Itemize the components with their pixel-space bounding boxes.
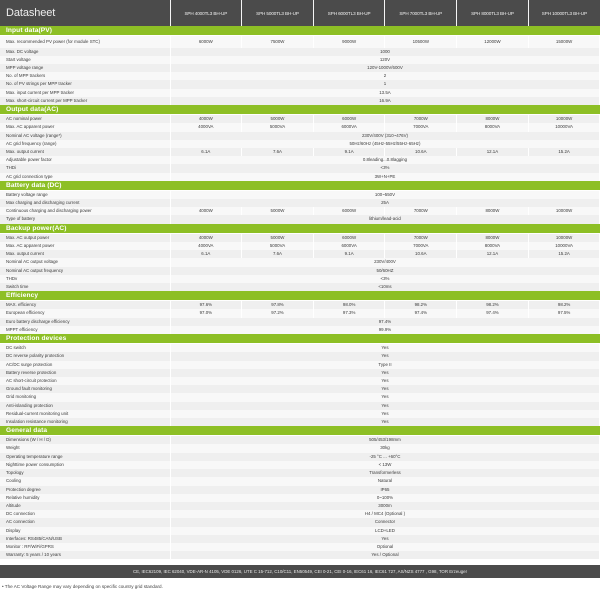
spec-row [0,283,600,291]
spec-value-shared: Natural [170,477,600,485]
spec-label: Nighttime power consumption [0,461,170,469]
spec-label: Battery voltage range [0,190,170,199]
spec-value-shared: 13.5A [170,89,600,97]
spec-value-shared: <3% [170,275,600,283]
spec-value: 6000VA [313,123,385,131]
spec-label: AC grid frequency (range) [0,140,170,148]
spec-row [0,164,600,172]
spec-label: DC connection [0,510,170,518]
section-header [0,334,600,344]
spec-value: 9000W [313,36,385,48]
model-header: SPH 4000TL3 BH-UP [170,0,242,26]
spec-row [0,275,600,283]
spec-label: Max. short-circuit current per MPP tracker [0,97,170,105]
spec-value: 97.5% [528,309,600,317]
spec-value: 7500W [242,36,314,48]
spec-label: AC short-circuit protection [0,377,170,385]
spec-row [0,89,600,97]
spec-row [0,527,600,535]
spec-label: Max. input current per MPP tracker [0,89,170,97]
spec-row [0,267,600,275]
model-header: SPH 6000TL3 BH-UP [313,0,385,26]
spec-value-shared: 3000m [170,502,600,510]
spec-label: No. of PV strings per MPP tracker [0,80,170,88]
spec-row [0,199,600,207]
spec-label: AC connection [0,518,170,526]
section-title: Battery data (DC) [0,181,600,191]
spec-value: 8000W [457,115,529,124]
spec-value-shared: 3W+N+PE [170,173,600,181]
spec-value-shared: 97.4% [170,318,600,326]
spec-row [0,535,600,543]
spec-value-shared: 230V/400V [170,258,600,266]
spec-row [0,156,600,164]
spec-value: 10000W [528,207,600,215]
spec-row [0,486,600,494]
spec-label: Warranty: 5 years / 10 years [0,551,170,559]
spec-label: Weight [0,444,170,452]
datasheet-title: Datasheet [0,0,170,26]
spec-value: 5000W [242,207,314,215]
spec-value: 7000VA [385,242,457,250]
spec-value: 97.4% [457,309,529,317]
spec-value: 97.2% [242,309,314,317]
spec-label: Start voltage [0,56,170,64]
spec-label: Cooling [0,477,170,485]
spec-value-shared: Yes [170,352,600,360]
model-header: SPH 8000TL3 BH-UP [457,0,529,26]
spec-row [0,56,600,64]
spec-row [0,352,600,360]
spec-row [0,402,600,410]
spec-label: THDi [0,164,170,172]
section-header [0,291,600,301]
section-title: Efficiency [0,291,600,301]
spec-label: Altitude [0,502,170,510]
spec-value: 98.0% [313,301,385,310]
spec-value-shared: 120V-1000V/600V [170,64,600,72]
spec-row [0,242,600,250]
spec-value-shared: -25 °C ... +60°C [170,453,600,461]
spec-value: 5000W [242,115,314,124]
spec-value: 6000W [313,115,385,124]
spec-label: Euro battery discharge efficiency [0,318,170,326]
spec-row [0,301,600,310]
spec-value-shared: IP65 [170,486,600,494]
spec-row [0,344,600,353]
spec-value-shared: Connector [170,518,600,526]
spec-value: 12000W [457,36,529,48]
spec-value-shared: Yes [170,535,600,543]
spec-label: Battery reverse protection [0,369,170,377]
spec-label: Dimensions (W / H / D) [0,436,170,445]
spec-label: European efficiency [0,309,170,317]
spec-row [0,502,600,510]
spec-value: 6000W [313,207,385,215]
spec-row [0,215,600,223]
spec-value: 10.6A [385,250,457,258]
spec-row [0,418,600,426]
datasheet-body [0,26,600,559]
spec-value-shared: Transformerless [170,469,600,477]
spec-row [0,436,600,445]
spec-row [0,494,600,502]
spec-value: 97.0% [170,309,242,317]
spec-row [0,140,600,148]
spec-label: AC nominal power [0,115,170,124]
spec-value-shared: 1 [170,80,600,88]
spec-value: 6000VA [313,242,385,250]
spec-value: 4000VA [170,123,242,131]
spec-row [0,97,600,105]
spec-value-shared: Yes [170,369,600,377]
spec-value-shared: Type II [170,361,600,369]
spec-value: 4000W [170,207,242,215]
spec-label: Max. recommended PV power (for module STC) [0,36,170,48]
spec-label: Max. output current [0,148,170,156]
spec-row [0,173,600,181]
spec-value-shared: Yes [170,402,600,410]
spec-label: DC switch [0,344,170,353]
spec-value-shared: 505/453/198mm [170,436,600,445]
spec-value: 5000VA [242,123,314,131]
model-header: SPH 5000TL3 BH-UP [242,0,314,26]
spec-value-shared: 2 [170,72,600,80]
spec-value-shared: 1000 [170,48,600,56]
spec-row [0,250,600,258]
spec-row [0,115,600,124]
section-title: Protection devices [0,334,600,344]
section-header [0,181,600,191]
spec-row [0,551,600,559]
spec-value-shared: Optional [170,543,600,551]
spec-row [0,64,600,72]
spec-label: Max charging and discharging current [0,199,170,207]
spec-label: Protection degree [0,486,170,494]
spec-value: 10500W [385,36,457,48]
spec-value: 15000W [528,36,600,48]
spec-value: 7.6A [242,148,314,156]
spec-value: 9.1A [313,250,385,258]
spec-row [0,369,600,377]
spec-value-shared: Yes [170,393,600,401]
spec-row [0,258,600,266]
spec-label: Topology [0,469,170,477]
spec-label: AC/DC surge protection [0,361,170,369]
spec-row [0,453,600,461]
spec-value-shared: 16.9A [170,97,600,105]
spec-value-shared: Yes [170,410,600,418]
spec-value: 7000VA [385,123,457,131]
footnote: • The AC Voltage Range may vary depending on specific country grid standard. [2,584,163,589]
header-row [0,0,600,26]
model-header: SPH 10000TL3 BH-UP [528,0,600,26]
spec-value: 12.1A [457,148,529,156]
spec-value: 97.3% [313,309,385,317]
spec-row [0,444,600,452]
spec-row [0,543,600,551]
spec-label: Nominal AC output frequency [0,267,170,275]
spec-row [0,190,600,199]
spec-value: 6.1A [170,148,242,156]
spec-label: Max. AC apparent power [0,242,170,250]
spec-value-shared: 50/60HZ [170,267,600,275]
section-title: General data [0,426,600,436]
spec-value-shared: 230V/400V (310~476V) [170,132,600,140]
spec-label: Type of battery [0,215,170,223]
section-header [0,426,600,436]
spec-value: 8000W [457,207,529,215]
section-header [0,26,600,36]
spec-label: Switch time [0,283,170,291]
spec-label: Continuous charging and discharging power [0,207,170,215]
section-header [0,105,600,115]
spec-value-shared: < 13W [170,461,600,469]
spec-value-shared: <10ms [170,283,600,291]
spec-value-shared: Yes [170,377,600,385]
spec-row [0,132,600,140]
spec-value: 10000W [528,233,600,242]
spec-label: Max. output current [0,250,170,258]
spec-row [0,36,600,48]
spec-value-shared: Yes [170,385,600,393]
spec-value: 7000W [385,207,457,215]
spec-value: 7000W [385,233,457,242]
spec-value: 15.2A [528,250,600,258]
spec-label: Interfaces: RS485/CAN/USB [0,535,170,543]
spec-row [0,461,600,469]
spec-value-shared: Yes [170,418,600,426]
spec-value-shared: 120V [170,56,600,64]
spec-row [0,48,600,56]
section-title: Output data(AC) [0,105,600,115]
spec-label: Insulation resistance monitoring [0,418,170,426]
spec-row [0,80,600,88]
spec-row [0,233,600,242]
spec-value-shared: H4 / MC4 (Optional ) [170,510,600,518]
spec-value: 10000VA [528,123,600,131]
spec-row [0,469,600,477]
spec-value: 4000W [170,115,242,124]
spec-value: 6.1A [170,250,242,258]
spec-value: 6000W [313,233,385,242]
spec-row [0,377,600,385]
spec-value-shared: 25A [170,199,600,207]
certifications-bar: CE, IEC62109, IEC 62040, VDE-AR-N 4105, VDE 0126, UTE C 15-712, C10/C11, EN50549, CEI 0-21, CEI 0-16, IEC61 16, IEC61 727, AS/NZS 4777 , G98, TOR Erzeuger [0,565,600,578]
spec-label: Nominal AC output voltage [0,258,170,266]
spec-value: 5000W [242,233,314,242]
model-header: SPH 7000TL3 BH-UP [385,0,457,26]
spec-value: 7.6A [242,250,314,258]
spec-row [0,207,600,215]
spec-row [0,148,600,156]
spec-row [0,309,600,317]
spec-row [0,318,600,326]
spec-value: 7000W [385,115,457,124]
spec-value-shared: 0.8leading...0.8lagging [170,156,600,164]
spec-label: Nominal AC voltage (range*) [0,132,170,140]
spec-value: 9.1A [313,148,385,156]
spec-row [0,518,600,526]
spec-value: 10000W [528,115,600,124]
spec-value: 97.8% [242,301,314,310]
spec-label: Anti-islanding protection [0,402,170,410]
spec-row [0,326,600,334]
spec-label: THDv [0,275,170,283]
spec-label: Operating temperature range [0,453,170,461]
spec-value: 6000W [170,36,242,48]
spec-label: Residual-current monitoring unit [0,410,170,418]
spec-row [0,72,600,80]
spec-label: Ground fault monitoring [0,385,170,393]
spec-value-shared: 99.9% [170,326,600,334]
spec-value-shared: 30kg [170,444,600,452]
spec-value-shared: 50Hz/60Hz (45Hz-55Hz/55Hz-65Hz) [170,140,600,148]
section-title: Input data(PV) [0,26,600,36]
spec-value-shared: lithium/lead-acid [170,215,600,223]
spec-label: Adjustable power factor [0,156,170,164]
spec-value: 5000VA [242,242,314,250]
spec-row [0,410,600,418]
spec-value: 4000W [170,233,242,242]
spec-value: 8000VA [457,242,529,250]
spec-row [0,123,600,131]
spec-value-shared: 0~100% [170,494,600,502]
spec-label: No. of MPP trackers [0,72,170,80]
spec-label: MPP voltage range [0,64,170,72]
spec-value-shared: <3% [170,164,600,172]
spec-value-shared: Yes / Optional [170,551,600,559]
spec-label: MAX. efficiency [0,301,170,310]
spec-value-shared: LCD+LED [170,527,600,535]
spec-value: 10000VA [528,242,600,250]
section-title: Backup power(AC) [0,224,600,234]
spec-row [0,477,600,485]
spec-value: 15.2A [528,148,600,156]
spec-value: 98.2% [385,301,457,310]
spec-label: Relative humidity [0,494,170,502]
spec-label: Max. AC output power [0,233,170,242]
spec-value: 4000VA [170,242,242,250]
spec-value: 97.4% [385,309,457,317]
spec-value: 98.2% [528,301,600,310]
spec-label: DC reverse polarity protection [0,352,170,360]
spec-row [0,385,600,393]
spec-label: MPPT efficiency [0,326,170,334]
section-header [0,224,600,234]
spec-value: 97.6% [170,301,242,310]
spec-label: Grid monitoring [0,393,170,401]
spec-label: AC grid connection type [0,173,170,181]
spec-value: 10.6A [385,148,457,156]
spec-label: Monitor : RF/WiFi/GPRS [0,543,170,551]
spec-value-shared: 100~550V [170,190,600,199]
spec-label: Max. AC apparent power [0,123,170,131]
spec-value: 8000W [457,233,529,242]
spec-value: 98.2% [457,301,529,310]
spec-value: 12.1A [457,250,529,258]
spec-value: 8000VA [457,123,529,131]
spec-row [0,361,600,369]
spec-row [0,510,600,518]
spec-row [0,393,600,401]
spec-value-shared: Yes [170,344,600,353]
spec-label: Max. DC voltage [0,48,170,56]
spec-label: Display [0,527,170,535]
